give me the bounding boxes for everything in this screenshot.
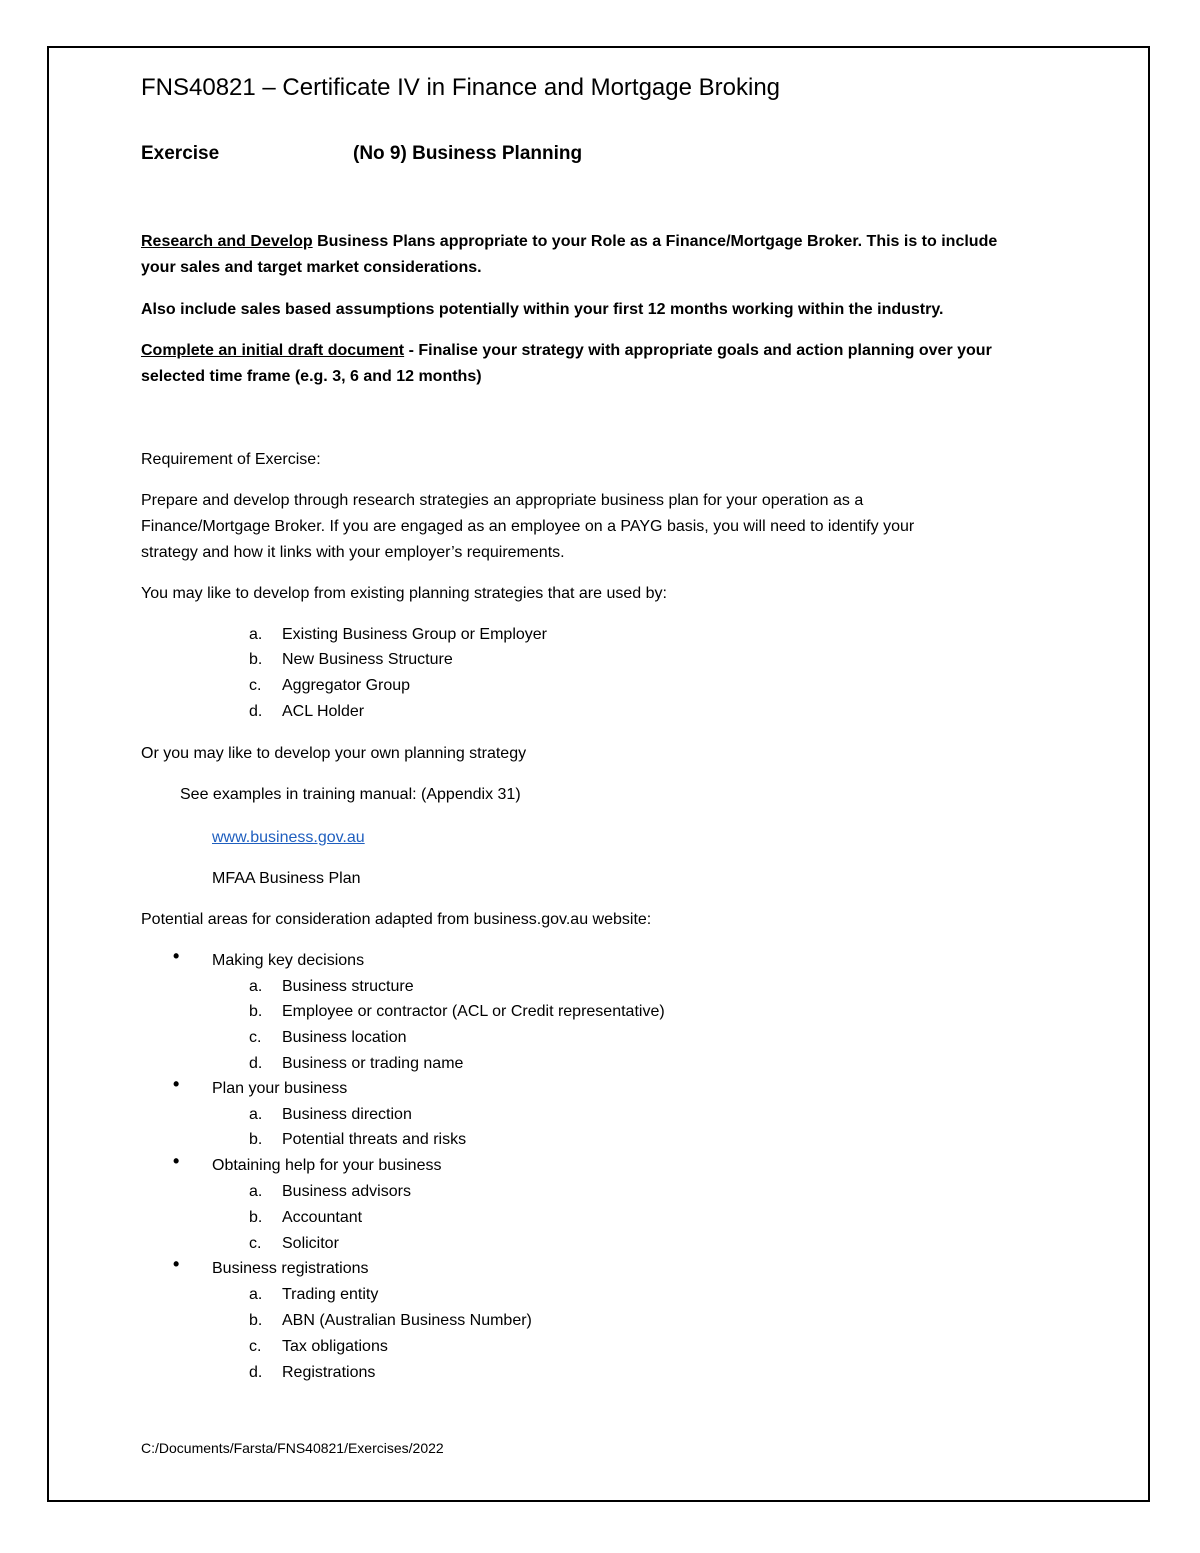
bullet-icon: • bbox=[173, 1151, 180, 1171]
group-title: Plan your business bbox=[212, 1080, 348, 1097]
intro-p1-lead: Research and Develop bbox=[141, 233, 313, 250]
group-title: Obtaining help for your business bbox=[212, 1157, 442, 1174]
intro-paragraph-1 bbox=[141, 229, 997, 255]
bullet-icon: • bbox=[173, 1074, 180, 1094]
list-item: Employee or contractor (ACL or Credit representative) bbox=[282, 1003, 665, 1020]
list-marker: a. bbox=[249, 978, 263, 995]
intro-p3-lead: Complete an initial draft document bbox=[141, 342, 405, 359]
list-marker: c. bbox=[249, 1338, 262, 1355]
intro-p3-line1: - Finalise your strategy with appropriate goals and action planning over your bbox=[404, 342, 992, 359]
page-title: FNS40821 – Certificate IV in Finance and Mortgage Broking bbox=[141, 74, 781, 101]
business-gov-link[interactable]: www.business.gov.au bbox=[212, 829, 365, 846]
intro-p1-line1: Business Plans appropriate to your Role as a Finance/Mortgage Broker. This is to include bbox=[312, 233, 998, 250]
list-marker: a. bbox=[249, 626, 263, 643]
footer-path: C:/Documents/Farsta/FNS40821/Exercises/2022 bbox=[141, 1440, 444, 1456]
list-marker: b. bbox=[249, 651, 263, 668]
list-marker: b. bbox=[249, 1131, 263, 1148]
list-item: New Business Structure bbox=[282, 651, 453, 668]
list-item: ACL Holder bbox=[282, 703, 365, 720]
list-marker: d. bbox=[249, 703, 263, 720]
list-item: Business direction bbox=[282, 1106, 412, 1123]
requirement-heading: Requirement of Exercise: bbox=[141, 451, 321, 468]
list-item: Accountant bbox=[282, 1209, 363, 1226]
list-item: Aggregator Group bbox=[282, 677, 411, 694]
list-item: Business structure bbox=[282, 978, 414, 995]
list-marker: b. bbox=[249, 1003, 263, 1020]
requirement-line-1: Prepare and develop through research strategies an appropriate business plan for your operation as a bbox=[141, 492, 864, 509]
group-title: Business registrations bbox=[212, 1260, 369, 1277]
requirement-line-3: strategy and how it links with your employer’s requirements. bbox=[141, 544, 565, 561]
list-item: Registrations bbox=[282, 1364, 376, 1381]
list-marker: b. bbox=[249, 1209, 263, 1226]
intro-paragraph-3 bbox=[141, 338, 992, 364]
develop-intro: You may like to develop from existing planning strategies that are used by: bbox=[141, 585, 667, 602]
list-marker: c. bbox=[249, 1235, 262, 1252]
list-marker: d. bbox=[249, 1055, 263, 1072]
intro-p1-line2: your sales and target market considerations. bbox=[141, 259, 482, 276]
list-item: Tax obligations bbox=[282, 1338, 388, 1355]
list-marker: c. bbox=[249, 1029, 262, 1046]
considerations-intro: Potential areas for consideration adapted from business.gov.au website: bbox=[141, 911, 652, 928]
list-item: Existing Business Group or Employer bbox=[282, 626, 547, 643]
list-item: Business location bbox=[282, 1029, 407, 1046]
group-title: Making key decisions bbox=[212, 952, 365, 969]
list-marker: a. bbox=[249, 1183, 263, 1200]
list-item: Trading entity bbox=[282, 1286, 379, 1303]
exercise-title: (No 9) Business Planning bbox=[353, 143, 583, 164]
list-item: Potential threats and risks bbox=[282, 1131, 467, 1148]
intro-p3-line2: selected time frame (e.g. 3, 6 and 12 months) bbox=[141, 368, 482, 385]
exercise-label: Exercise bbox=[141, 143, 220, 164]
intro-paragraph-2: Also include sales based assumptions potentially within your first 12 months working within the industry. bbox=[141, 301, 944, 318]
requirement-line-2: Finance/Mortgage Broker. If you are engaged as an employee on a PAYG basis, you will need to identify your bbox=[141, 518, 915, 535]
own-strategy: Or you may like to develop your own planning strategy bbox=[141, 745, 527, 762]
list-marker: a. bbox=[249, 1286, 263, 1303]
list-marker: d. bbox=[249, 1364, 263, 1381]
mfaa-business-plan: MFAA Business Plan bbox=[212, 870, 361, 887]
see-examples: See examples in training manual: (Appendix 31) bbox=[180, 786, 521, 803]
bullet-icon: • bbox=[173, 1254, 180, 1274]
list-item: Business advisors bbox=[282, 1183, 411, 1200]
list-item: ABN (Australian Business Number) bbox=[282, 1312, 532, 1329]
list-item: Business or trading name bbox=[282, 1055, 464, 1072]
list-marker: a. bbox=[249, 1106, 263, 1123]
bullet-icon: • bbox=[173, 946, 180, 966]
list-marker: c. bbox=[249, 677, 262, 694]
list-marker: b. bbox=[249, 1312, 263, 1329]
list-item: Solicitor bbox=[282, 1235, 339, 1252]
